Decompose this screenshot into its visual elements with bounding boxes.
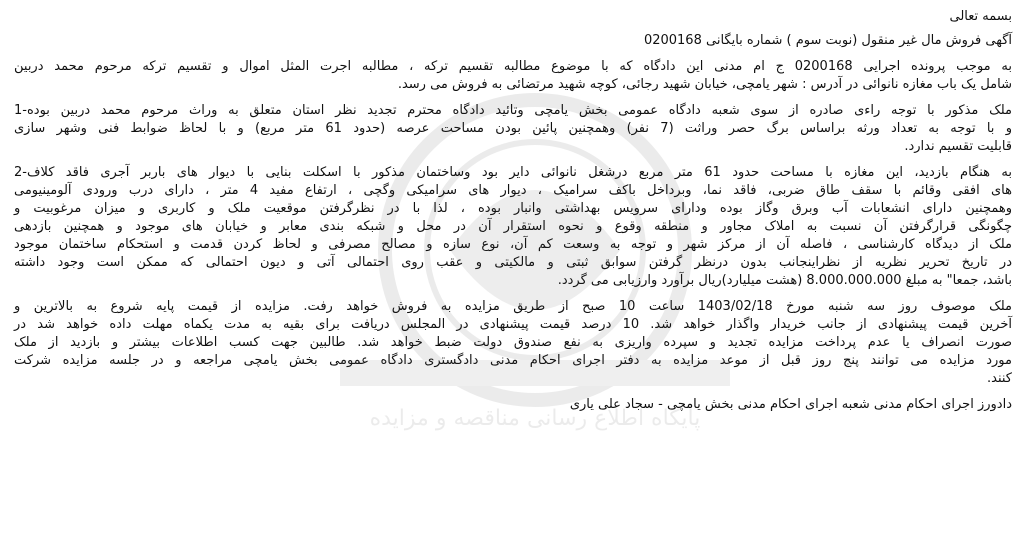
paragraph-line: چگونگی قرارگرفتن آن نسبت به املاک مجاور و منطقه وقوع و نحوه استقرار آن در محل و شبکه بندی معابر و خیابان های موجود و همچنین بازدهی	[14, 219, 1012, 234]
paragraph-line: وهمچنین دارای انشعابات آب وبرق وگاز بوده ودارای سرویس بهداشتی وانبار بوده ، لذا با در نظرگرفتن موقعیت ملک و کاربری و میزان مرغوبیت و	[14, 201, 1012, 216]
paragraph-line: و با توجه به تعداد ورثه براساس برگ حصر وراثت (7 نفر) وهمچنین پائین بودن مساحت عرصه (حدود 61 متر مربع) و با لحاظ ضوابط فنی وشهر سازی	[14, 121, 1012, 136]
paragraph-1	[14, 58, 1012, 94]
paragraph-line: ملک موصوف روز سه شنبه مورخ 1403/02/18 ساعت 10 صبح از طریق مزایده به فروش خواهد رفت. مزایده از قیمت پایه شروع به بالاترین و	[14, 299, 1012, 314]
paragraph-3	[14, 164, 1012, 290]
notice-title: آگهی فروش مال غیر منقول (نوبت سوم ) شماره بایگانی 0200168	[643, 33, 1012, 48]
paragraph-line: باشد، جمعا" به مبلغ 8.000.000.000 (هشت میلیارد)ریال برآورد وارزیابی می گردد.	[557, 273, 1012, 288]
paragraph-line: شامل یک باب مغازه نانوائی در آدرس : شهر یامچی، خیابان شهید رجائی، کوچه شهید مرتضائی به فروش می رسد.	[397, 77, 1012, 92]
paragraph-line: در تاریخ تحریر نظریه از نظراینجانب بدون درنظر گرفتن سوابق ثبتی و مالکیتی و عقب روی احتمالی آتی و دیون احتمالی که ممکن است وجود داشته	[14, 255, 1012, 270]
paragraph-2	[14, 102, 1012, 156]
paragraph-line: ملک از دیدگاه کارشناسی ، فاصله آن از مرکز شهر و توجه به وسعت کم آن، نوع سازه و مصالح مصرفی و لحاظ کردن قدمت و استحکام ساختمان موجود	[14, 237, 1012, 252]
notice-heading: بسمه تعالی	[949, 9, 1012, 24]
paragraph-line: صورت انصراف یا عدم پرداخت مزایده تجدید و سپرده واریزی به نفع صندوق دولت ضبط خواهد شد. طالبین جهت کسب اطلاعات بیشتر و بازدید از ملک	[14, 335, 1012, 350]
paragraph-line: های افقی وقائم با سقف طاق ضربی، فاقد نما، وبرداخل باکف سرامیک ، دیوار های سرامیکی وگچی ، ارتفاع مفید 4 متر ، دارای درب ورودی آلومینیومی	[14, 183, 1012, 198]
paragraph-4	[14, 298, 1012, 388]
paragraph-line: ملک مذکور با توجه راءی صادره از سوی شعبه دادگاه عمومی بخش یامچی وتائید دادگاه محترم تجدید نظر استان متعلق به وراث مرحوم محمد دربین بوده-1	[14, 103, 1012, 118]
signature-line: دادورز اجرای احکام مدنی شعبه اجرای احکام مدنی بخش یامچی - سجاد علی یاری	[569, 397, 1012, 412]
watermark-text: پایگاه اطلاع رسانی مناقصه و مزایده	[369, 406, 701, 431]
paragraph-line: کنند.	[987, 371, 1012, 386]
paragraph-line: به موجب پرونده اجرایی 0200168 ج ام مدنی این دادگاه که با موضوع مطالبه تقسیم ترکه ، مطالبه اجرت المثل اموال و تقسیم ترکه مرحوم محمد دربین	[14, 59, 1012, 74]
paragraph-line: آخرین قیمت پیشنهادی از جانب خریدار واگذار خواهد شد. 10 درصد قیمت پیشنهادی در المجلس دریافت برای بقیه به مدت یکماه مهلت داده خواهد شد در	[14, 317, 1012, 332]
paragraph-line: قابلیت تقسیم ندارد.	[904, 139, 1012, 154]
paragraph-line: به هنگام بازدید، این مغازه با مساحت حدود 61 متر مربع درشغل نانوائی دایر بود وساختمان مذکور با اسکلت بنایی با دیوار های باربر آجری فاقد کلاف-2	[14, 165, 1012, 180]
paragraph-line: مورد مزایده می توانند پنج روز قبل از موعد مزایده به دفتر اجرای احکام مدنی دادگستری دادگاه عمومی بخش یامچی مراجعه و در جلسه مزایده شرکت	[14, 353, 1012, 368]
